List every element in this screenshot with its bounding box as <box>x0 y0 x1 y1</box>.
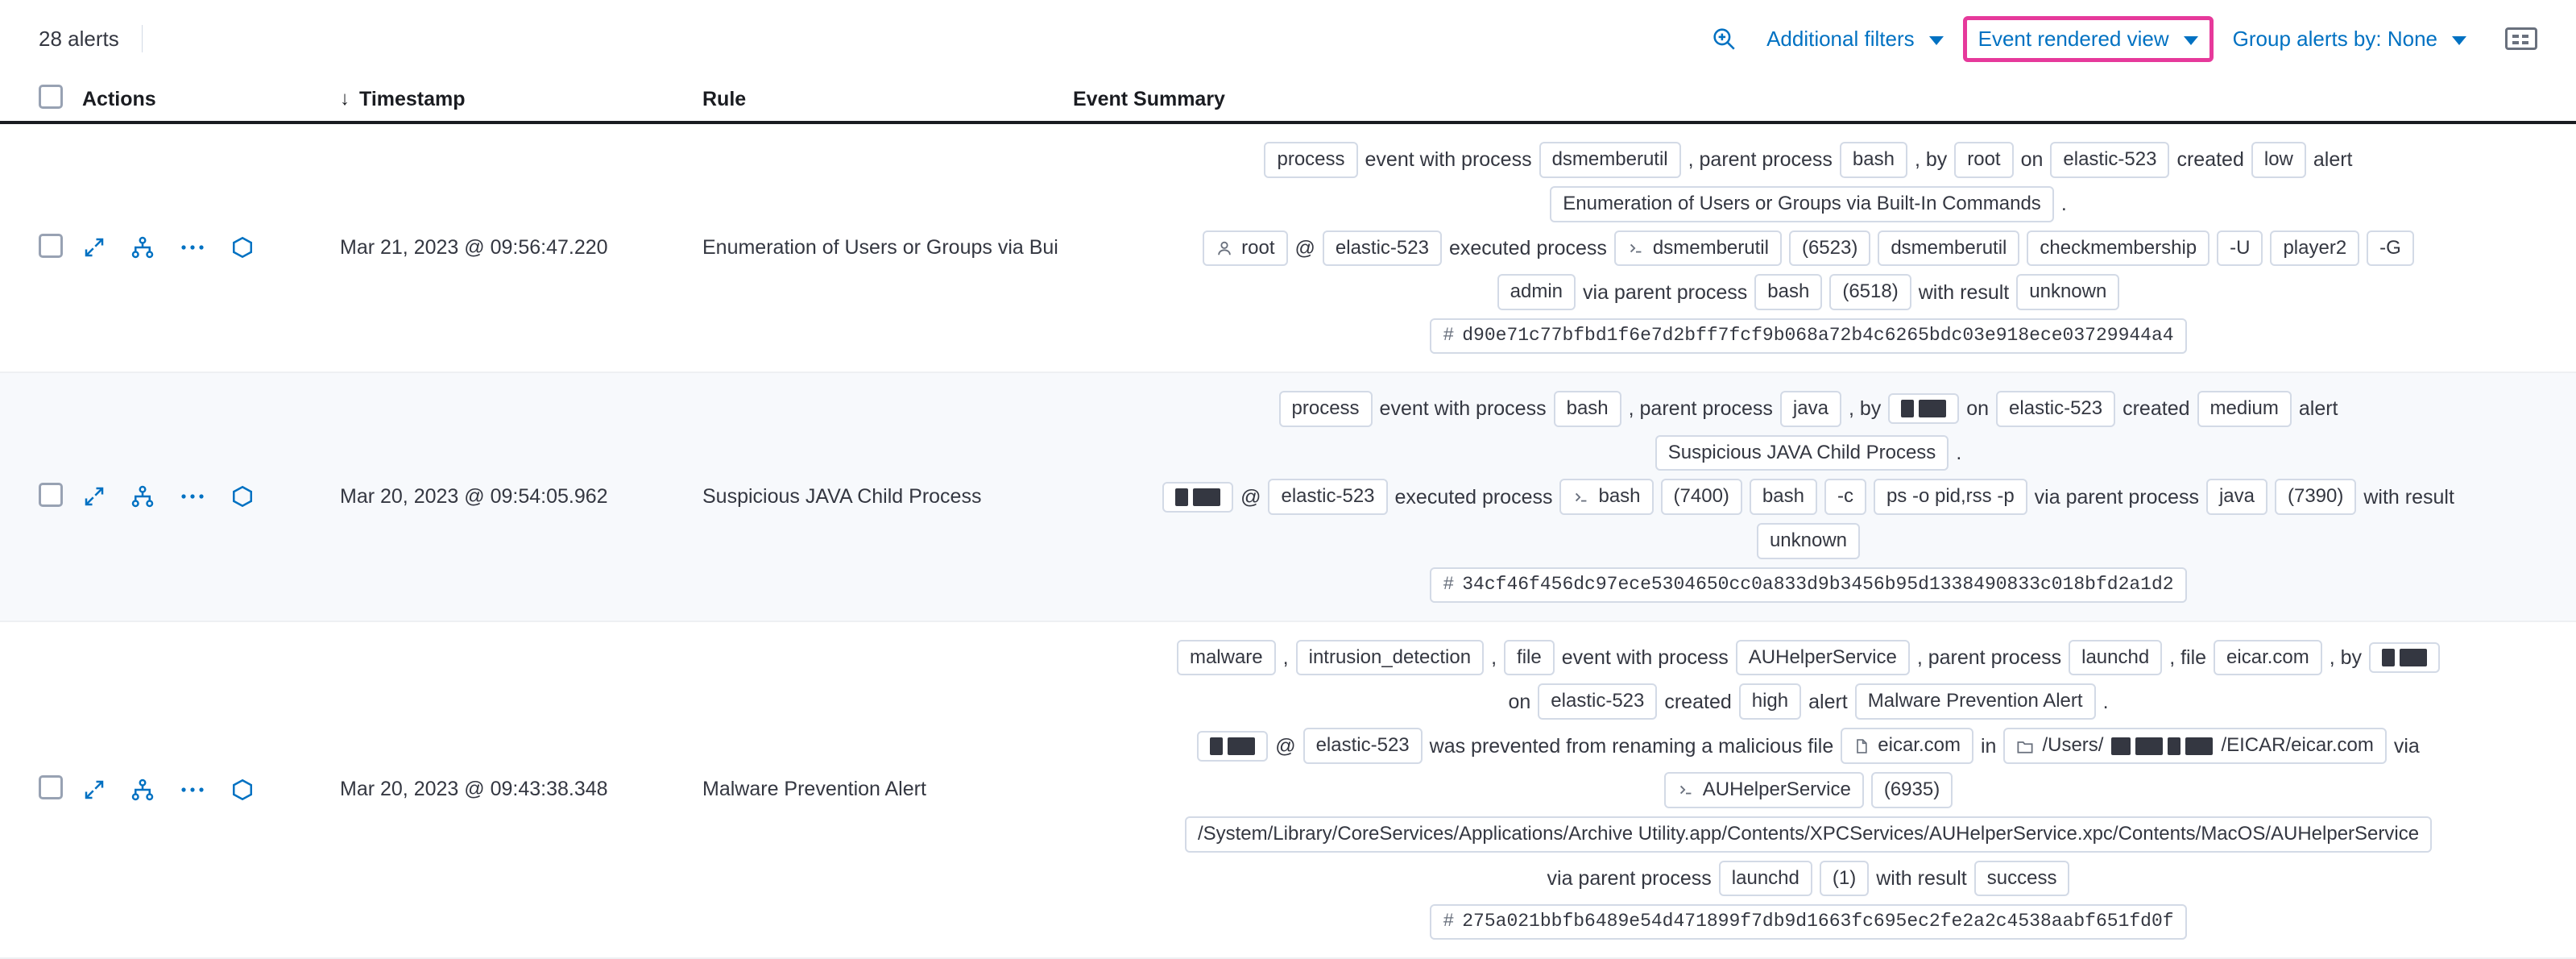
expand-icon[interactable] <box>82 484 106 509</box>
summary-text: , by <box>1848 397 1882 421</box>
summary-chip-redacted-user[interactable] <box>1888 393 1959 424</box>
summary-line <box>1203 230 2414 267</box>
hash-icon: # <box>1443 573 1455 595</box>
table-row[interactable] <box>0 124 2576 373</box>
summary-line <box>1757 523 1860 559</box>
summary-text: , <box>1491 646 1497 669</box>
summary-text: , parent process <box>1628 397 1773 421</box>
summary-line <box>1279 391 2338 427</box>
summary-text: on <box>2020 148 2044 172</box>
summary-chip[interactable]: process <box>1279 391 1373 427</box>
row-timestamp: Mar 20, 2023 @ 09:54:05.962 <box>340 484 608 508</box>
summary-chip[interactable]: launchd <box>1719 861 1812 897</box>
summary-text: executed process <box>1448 236 1607 259</box>
event-rendered-view-button[interactable] <box>1978 27 2198 52</box>
summary-chip-hash[interactable]: # 275a021bbfb6489e54d471899f7db9d1663fc695ec2fe2a2c4538aabf651fd0f <box>1430 904 2186 940</box>
console-icon <box>1677 781 1695 799</box>
redacted-text <box>1901 400 1914 417</box>
row-select-checkbox[interactable] <box>39 775 63 799</box>
summary-text: @ <box>1275 734 1296 758</box>
console-icon <box>1572 488 1590 506</box>
summary-chip[interactable]: elastic-523 <box>1996 391 2115 427</box>
select-all-checkbox[interactable] <box>39 85 63 109</box>
summary-text: on <box>1508 690 1531 713</box>
row-actions-cell <box>82 484 340 509</box>
summary-chip-hash[interactable]: # d90e71c77bfbd1f6e7d2bff7fcf9b068a72b4c6265bdc03e918ece03729944a4 <box>1430 318 2186 354</box>
redacted-group <box>2111 737 2213 755</box>
group-alerts-by-label: Group alerts by: None <box>2232 26 2437 51</box>
summary-chip[interactable]: (7400) <box>1661 479 1742 515</box>
summary-line <box>1264 142 2352 178</box>
summary-line <box>1664 772 1953 808</box>
summary-chip-folder-path[interactable]: /Users/ /EICAR/eicar.com <box>2003 728 2386 764</box>
summary-line <box>1547 861 2070 897</box>
summary-chip[interactable]: Malware Prevention Alert <box>1855 683 2096 720</box>
expand-icon[interactable] <box>82 778 106 802</box>
summary-chip[interactable]: bash <box>1840 142 1907 178</box>
summary-chip-redacted-user[interactable] <box>1162 482 1233 513</box>
chevron-down-icon <box>2184 36 2198 45</box>
redacted-text <box>1193 488 1220 506</box>
summary-line <box>1497 274 2120 310</box>
redacted-text <box>2400 649 2427 666</box>
expand-icon[interactable] <box>82 235 106 259</box>
user-icon <box>1216 239 1233 257</box>
more-actions-icon[interactable] <box>179 235 206 259</box>
row-timestamp: Mar 21, 2023 @ 09:56:47.220 <box>340 235 608 259</box>
row-event-summary <box>1073 373 2576 621</box>
analyzer-icon[interactable] <box>130 235 155 259</box>
summary-chip[interactable]: elastic-523 <box>2050 142 2169 178</box>
sort-descending-icon: ↓ <box>340 88 350 110</box>
additional-filters-label: Additional filters <box>1766 26 1915 51</box>
summary-chip[interactable]: elastic-523 <box>1303 728 1423 764</box>
more-actions-icon[interactable] <box>179 778 206 802</box>
summary-text: via <box>2393 734 2420 758</box>
row-select-cell <box>39 775 82 803</box>
hash-icon: # <box>1443 325 1455 347</box>
summary-text: created <box>1664 690 1732 713</box>
summary-line <box>1655 435 1962 471</box>
summary-chip[interactable]: dsmemberutil <box>1878 230 2019 267</box>
summary-line <box>1550 186 2067 222</box>
row-select-cell <box>39 483 82 511</box>
summary-text: with result <box>2363 485 2454 509</box>
event-rendered-view-label: Event rendered view <box>1978 26 2169 51</box>
summary-chip[interactable]: (7390) <box>2275 479 2356 515</box>
summary-chip[interactable]: medium <box>2197 391 2292 427</box>
summary-chip[interactable]: root <box>1954 142 2013 178</box>
summary-chip[interactable]: malware <box>1177 640 1276 676</box>
summary-chip[interactable]: bash <box>1554 391 1621 427</box>
summary-text: created <box>2176 148 2244 172</box>
summary-line <box>1430 318 2186 354</box>
summary-chip[interactable]: admin <box>1497 274 1576 310</box>
summary-chip[interactable]: intrusion_detection <box>1296 640 1484 676</box>
summary-chip[interactable]: (6523) <box>1789 230 1870 267</box>
redacted-text <box>1210 737 1223 755</box>
summary-line <box>1430 567 2186 603</box>
summary-text: , file <box>2169 646 2207 669</box>
redacted-text <box>2185 737 2213 755</box>
summary-text: , parent process <box>1688 148 1833 172</box>
redacted-group <box>1210 737 1255 755</box>
keyboard-icon[interactable] <box>2505 27 2537 50</box>
summary-text: @ <box>1240 485 1261 509</box>
summary-text: was prevented from renaming a malicious file <box>1429 734 1834 758</box>
column-header-timestamp-label: Timestamp <box>359 87 466 110</box>
summary-chip-process[interactable]: bash <box>1559 479 1653 515</box>
redacted-text <box>1919 400 1946 417</box>
summary-chip[interactable]: Enumeration of Users or Groups via Built-In Commands <box>1550 186 2054 222</box>
chevron-down-icon <box>2452 36 2466 45</box>
summary-chip[interactable]: dsmemberutil <box>1539 142 1681 178</box>
redacted-group <box>2382 649 2427 666</box>
summary-text: @ <box>1294 236 1315 259</box>
session-view-icon[interactable] <box>230 235 255 259</box>
table-row[interactable] <box>0 622 2576 959</box>
redacted-group <box>1175 488 1220 506</box>
summary-line <box>1177 640 2440 676</box>
alert-count-label: 28 alerts <box>39 26 119 51</box>
summary-line <box>1508 683 2108 720</box>
analyzer-icon[interactable] <box>130 778 155 802</box>
summary-text: event with process <box>1561 646 1729 669</box>
summary-chip[interactable]: process <box>1264 142 1357 178</box>
table-row[interactable] <box>0 373 2576 622</box>
row-timestamp: Mar 20, 2023 @ 09:43:38.348 <box>340 778 608 801</box>
row-select-checkbox[interactable] <box>39 483 63 507</box>
summary-chip[interactable]: ps -o pid,rss -p <box>1874 479 2027 515</box>
analyzer-icon[interactable] <box>130 484 155 509</box>
column-header-actions[interactable]: Actions <box>82 87 156 110</box>
summary-line <box>1185 816 2432 853</box>
summary-chip[interactable]: java <box>2206 479 2267 515</box>
row-actions-cell <box>82 778 340 802</box>
summary-chip[interactable]: AUHelperService <box>1736 640 1910 676</box>
summary-chip[interactable]: elastic-523 <box>1268 479 1387 515</box>
summary-text: alert <box>1808 690 1848 713</box>
summary-chip[interactable]: -c <box>1824 479 1866 515</box>
redacted-text <box>2111 737 2131 755</box>
summary-text: , <box>1282 646 1289 669</box>
alerts-rows <box>0 124 2576 959</box>
column-header-rule[interactable]: Rule <box>702 87 747 110</box>
summary-chip[interactable]: success <box>1974 861 2070 897</box>
row-actions-cell <box>82 235 340 259</box>
summary-chip[interactable]: bash <box>1750 479 1817 515</box>
summary-text: created <box>2123 397 2190 421</box>
summary-chip[interactable]: high <box>1739 683 1801 720</box>
hash-icon: # <box>1443 911 1455 932</box>
summary-chip[interactable]: bash <box>1754 274 1822 310</box>
event-rendered-view-highlight <box>1963 16 2214 62</box>
summary-text: on <box>1966 397 1990 421</box>
summary-chip[interactable]: file <box>1504 640 1555 676</box>
summary-chip-redacted-user[interactable] <box>2369 642 2440 673</box>
summary-chip-process[interactable]: dsmemberutil <box>1614 230 1782 267</box>
summary-chip[interactable]: -G <box>2367 230 2414 267</box>
alerts-toolbar <box>0 0 2576 77</box>
summary-text: alert <box>2298 397 2338 421</box>
row-event-summary <box>1073 622 2576 957</box>
summary-chip[interactable]: elastic-523 <box>1323 230 1442 267</box>
summary-chip[interactable]: elastic-523 <box>1538 683 1657 720</box>
summary-text: via parent process <box>1583 280 1748 304</box>
summary-text: with result <box>1876 866 1967 890</box>
more-actions-icon[interactable] <box>179 484 206 509</box>
row-select-cell <box>39 234 82 262</box>
column-header-event-summary[interactable]: Event Summary <box>1073 87 1225 110</box>
summary-text: . <box>2060 193 2067 216</box>
summary-chip[interactable]: unknown <box>2016 274 2119 310</box>
summary-chip-user[interactable]: root <box>1203 230 1287 267</box>
summary-chip-path[interactable]: /System/Library/CoreServices/Applications/Archive Utility.app/Contents/XPCServices/AUHelperService.xpc/Contents/MacOS/AUHelperService <box>1185 816 2432 853</box>
summary-text: in <box>1980 734 1997 758</box>
select-all-cell <box>39 85 82 114</box>
summary-text: event with process <box>1379 397 1547 421</box>
summary-chip[interactable]: eicar.com <box>2214 640 2322 676</box>
row-rule-name[interactable]: Suspicious JAVA Child Process <box>702 484 982 508</box>
redacted-text <box>1175 488 1188 506</box>
summary-chip-process[interactable]: AUHelperService <box>1664 772 1864 808</box>
summary-chip[interactable]: (6935) <box>1871 772 1953 808</box>
summary-text: executed process <box>1394 485 1553 509</box>
group-alerts-by-button[interactable] <box>2218 19 2481 60</box>
redacted-text <box>2135 737 2163 755</box>
summary-chip[interactable]: (6518) <box>1829 274 1911 310</box>
summary-chip[interactable]: -U <box>2217 230 2263 267</box>
table-header-row <box>0 77 2576 124</box>
summary-text: via parent process <box>1547 866 1712 890</box>
folder-icon <box>2016 738 2034 754</box>
session-view-icon[interactable] <box>230 778 255 802</box>
summary-line <box>1162 479 2454 515</box>
summary-chip[interactable]: (1) <box>1820 861 1869 897</box>
summary-chip[interactable]: unknown <box>1757 523 1860 559</box>
inspect-icon[interactable] <box>1696 17 1752 60</box>
summary-text: , parent process <box>1916 646 2062 669</box>
redacted-group <box>1901 400 1946 417</box>
column-header-timestamp[interactable] <box>340 88 702 111</box>
summary-chip[interactable]: low <box>2251 142 2306 178</box>
summary-chip[interactable]: player2 <box>2270 230 2359 267</box>
summary-chip[interactable]: checkmembership <box>2027 230 2209 267</box>
summary-chip[interactable]: Suspicious JAVA Child Process <box>1655 435 1949 471</box>
toolbar-actions <box>1696 16 2537 62</box>
summary-chip[interactable]: java <box>1780 391 1841 427</box>
additional-filters-button[interactable] <box>1752 19 1958 60</box>
summary-text: , by <box>2329 646 2363 669</box>
summary-text: . <box>2102 690 2109 713</box>
summary-chip[interactable]: launchd <box>2069 640 2162 676</box>
summary-chip-file[interactable]: eicar.com <box>1841 728 1973 764</box>
row-rule-name[interactable]: Malware Prevention Alert <box>702 778 926 801</box>
summary-text: , by <box>1914 148 1948 172</box>
summary-line <box>1430 904 2186 940</box>
redacted-text <box>2382 649 2395 666</box>
toolbar-divider <box>142 25 143 52</box>
redacted-text <box>2168 737 2180 755</box>
summary-chip-redacted-user[interactable] <box>1197 731 1268 762</box>
row-rule-name[interactable]: Enumeration of Users or Groups via Bui <box>702 235 1058 259</box>
file-icon <box>1853 737 1870 755</box>
summary-text: via parent process <box>2034 485 2199 509</box>
chevron-down-icon <box>1929 36 1944 45</box>
row-event-summary <box>1073 124 2576 372</box>
row-select-checkbox[interactable] <box>39 234 63 258</box>
summary-text: event with process <box>1365 148 1532 172</box>
summary-text: with result <box>1918 280 2010 304</box>
redacted-text <box>1228 737 1255 755</box>
session-view-icon[interactable] <box>230 484 255 509</box>
summary-chip-hash[interactable]: # 34cf46f456dc97ece5304650cc0a833d9b3456b95d1338490833c018bfd2a1d2 <box>1430 567 2186 603</box>
summary-text: . <box>1956 441 1962 464</box>
console-icon <box>1627 239 1645 257</box>
summary-text: alert <box>2313 148 2353 172</box>
summary-line <box>1197 728 2420 764</box>
